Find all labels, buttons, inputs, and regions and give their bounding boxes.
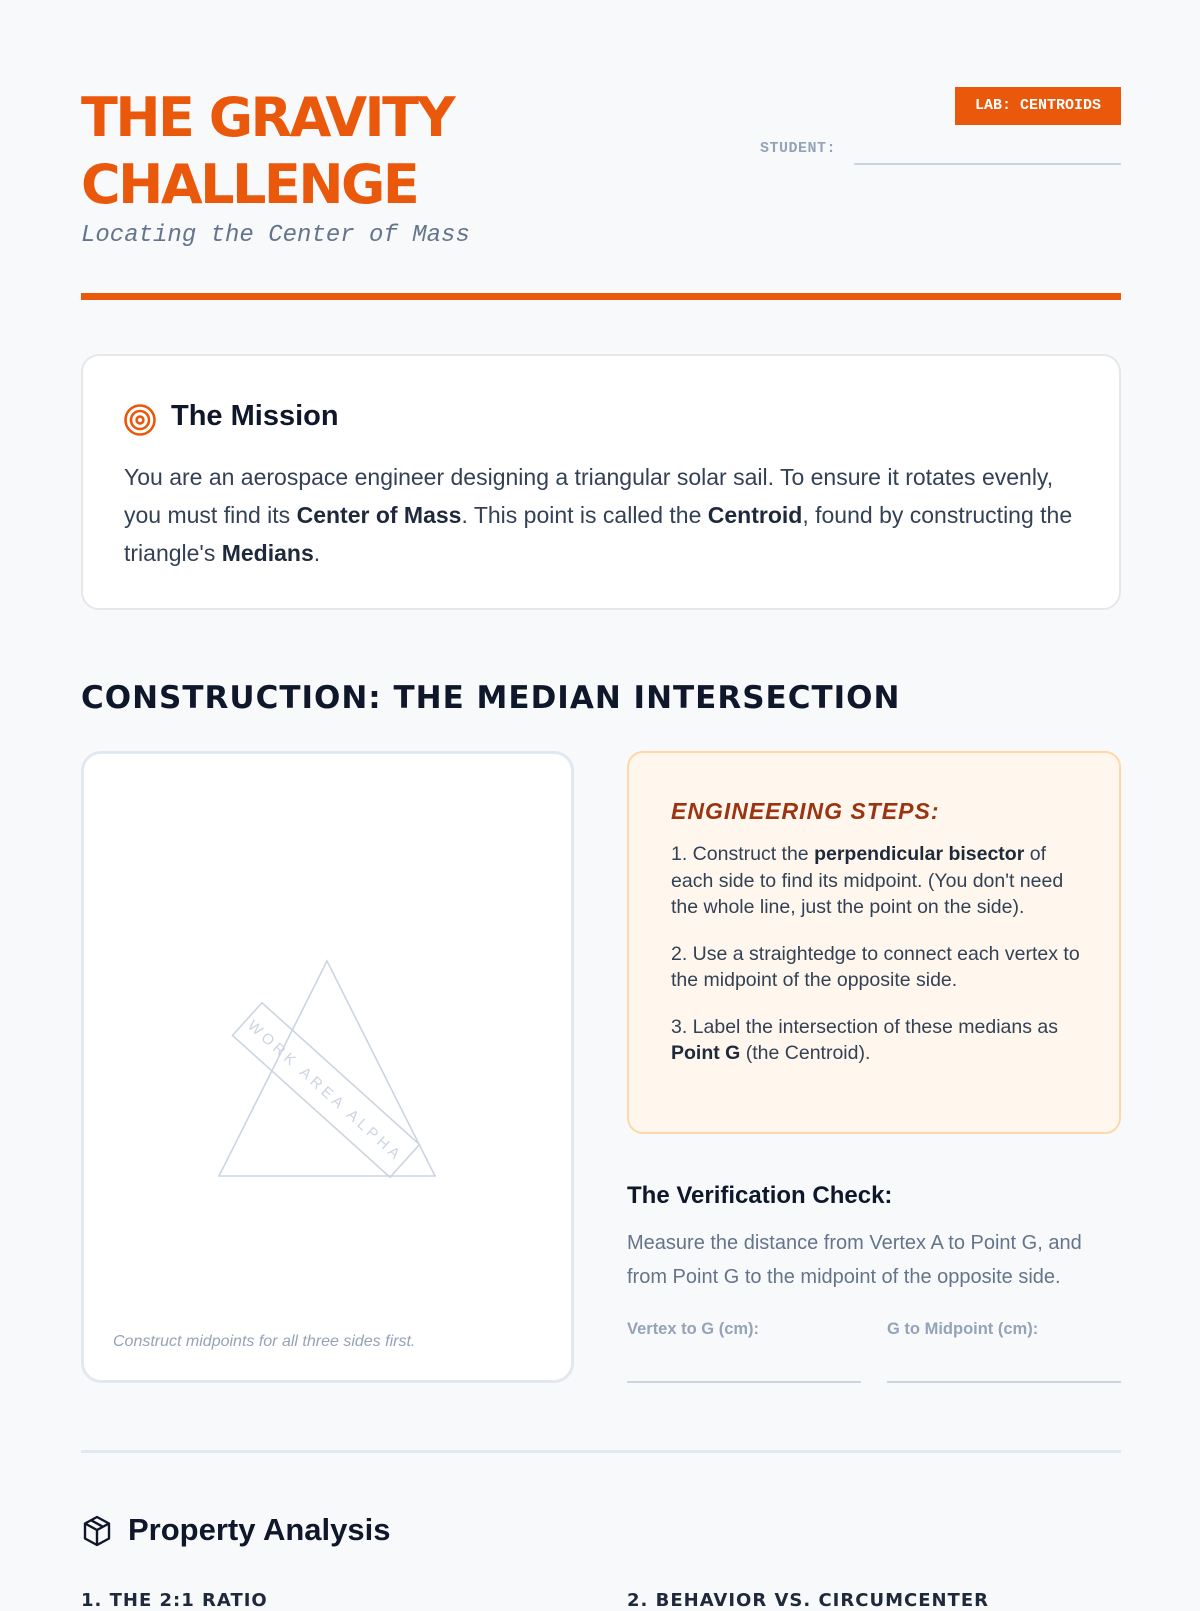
- section-divider: [81, 1450, 1121, 1453]
- ratio-heading: 1. THE 2:1 RATIO: [81, 1590, 268, 1611]
- steps-title: ENGINEERING STEPS:: [671, 798, 940, 824]
- g-to-midpoint-label: G to Midpoint (cm):: [887, 1320, 1039, 1338]
- steps-list: [671, 841, 1081, 1087]
- engineering-steps-card: [627, 751, 1121, 1134]
- g-to-midpoint-field[interactable]: [887, 1381, 1121, 1383]
- verification-title: The Verification Check:: [627, 1182, 893, 1209]
- svg-text:WORK AREA ALPHA: WORK AREA ALPHA: [244, 1017, 406, 1166]
- triangle-figure: [219, 961, 435, 1176]
- mission-card: [81, 354, 1121, 610]
- worksheet-header: [81, 84, 1121, 254]
- page-subtitle: Locating the Center of Mass: [81, 222, 470, 249]
- step-item: 1. Construct the perpendicular bisector of each side to find its midpoint. (You don't need the whole line, just the point on the side).: [671, 843, 1064, 918]
- student-label: STUDENT:: [760, 140, 837, 157]
- step-item: 3. Label the intersection of these medians as Point G (the Centroid).: [671, 1015, 1058, 1064]
- header-rule: [81, 293, 1121, 300]
- step-item: 2. Use a straightedge to connect each vertex to the midpoint of the opposite side.: [671, 942, 1080, 991]
- cube-icon: [81, 1514, 113, 1548]
- work-area[interactable]: [81, 751, 574, 1383]
- work-area-hint: Construct midpoints for all three sides first.: [113, 1333, 416, 1350]
- vertex-to-g-field[interactable]: [627, 1381, 861, 1383]
- mission-title: The Mission: [171, 400, 339, 432]
- behavior-heading: 2. BEHAVIOR VS. CIRCUMCENTER: [627, 1590, 989, 1611]
- work-area-drawing: [84, 754, 571, 1380]
- lab-badge: LAB: CENTROIDS: [955, 87, 1121, 125]
- target-icon: [123, 403, 157, 437]
- student-name-field[interactable]: [854, 163, 1121, 165]
- property-analysis-title: Property Analysis: [128, 1512, 391, 1547]
- page-title: THE GRAVITY CHALLENGE: [81, 86, 454, 216]
- vertex-to-g-label: Vertex to G (cm):: [627, 1320, 760, 1338]
- construction-section-title: CONSTRUCTION: THE MEDIAN INTERSECTION: [81, 680, 901, 716]
- mission-text: You are an aerospace engineer designing a triangular solar sail. To ensure it rotates evenly, you must find its Center of Mass. This point is called the Centroid, found by constructing the triangle's Medians.: [124, 464, 1073, 566]
- verification-text: Measure the distance from Vertex A to Point G, and from Point G to the midpoint of the opposite side.: [627, 1232, 1082, 1288]
